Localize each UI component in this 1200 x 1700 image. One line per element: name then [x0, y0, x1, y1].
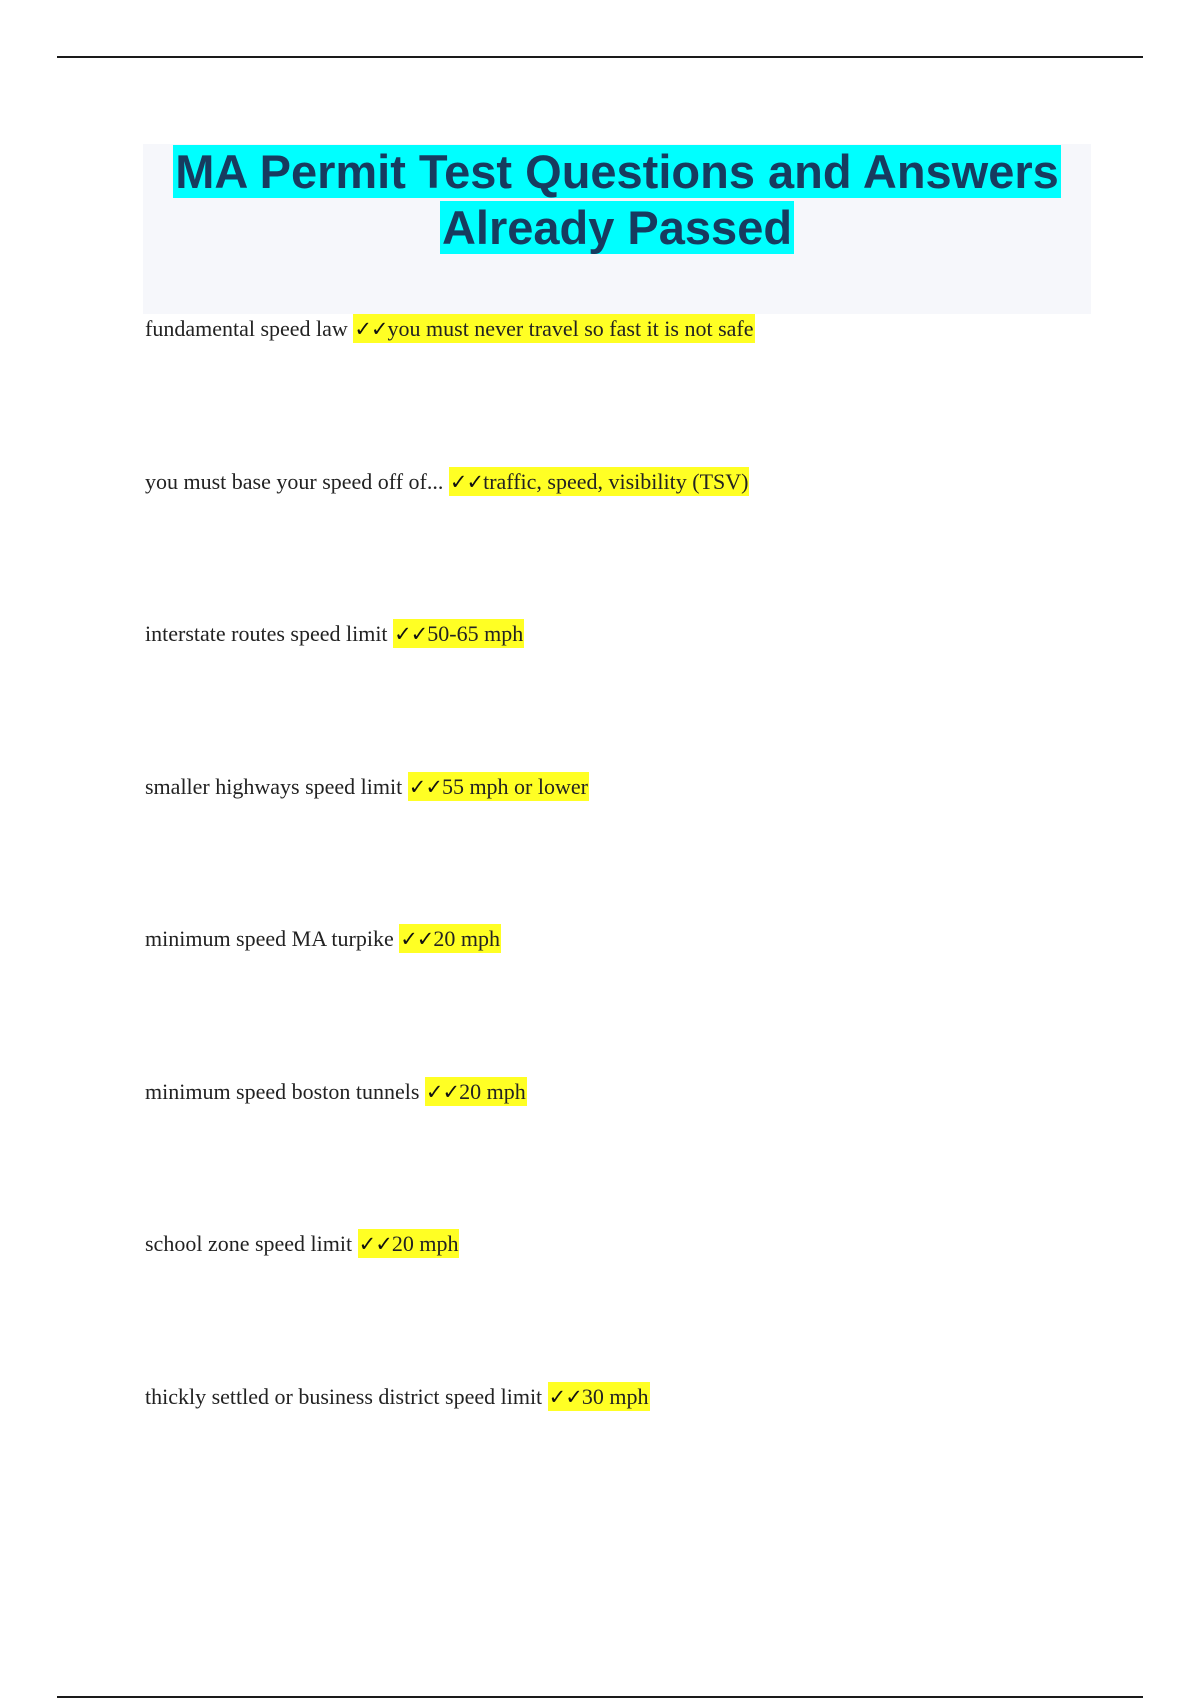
- double-check-icon: ✓✓: [408, 774, 442, 799]
- question-text: you must base your speed off of...: [145, 468, 444, 494]
- double-check-icon: ✓✓: [425, 1079, 460, 1104]
- qa-item: [145, 1073, 1145, 1226]
- answer-highlight: [449, 467, 750, 496]
- question-text: interstate routes speed limit: [145, 621, 388, 646]
- question-text: fundamental speed law: [145, 316, 348, 341]
- answer-text: 30 mph: [581, 1383, 649, 1409]
- title-line-1: MA Permit Test Questions and Answers: [175, 145, 1059, 198]
- answer-text: traffic, speed, visibility (TSV): [483, 468, 749, 494]
- qa-item: [145, 615, 1145, 768]
- qa-item: [145, 310, 1145, 463]
- double-check-icon: ✓✓: [449, 469, 484, 494]
- header-rule: [57, 56, 1143, 58]
- answer-highlight: [393, 619, 524, 648]
- answer-highlight: [548, 1382, 650, 1411]
- answer-text: 20 mph: [433, 926, 501, 951]
- question-text: school zone speed limit: [145, 1231, 353, 1256]
- qa-item: [145, 463, 1145, 616]
- footer-rule: [57, 1696, 1143, 1698]
- question-text: thickly settled or business district speed limit: [145, 1383, 543, 1409]
- document-title: [143, 144, 1091, 256]
- double-check-icon: ✓✓: [358, 1232, 392, 1256]
- double-check-icon: ✓✓: [400, 927, 434, 951]
- answer-text: 50-65 mph: [427, 621, 524, 646]
- double-check-icon: ✓✓: [394, 622, 428, 646]
- qa-item: [145, 920, 1145, 1073]
- question-text: minimum speed boston tunnels: [145, 1078, 420, 1104]
- answer-highlight: [353, 314, 754, 343]
- title-line-2: Already Passed: [441, 201, 793, 254]
- double-check-icon: ✓✓: [354, 317, 388, 341]
- answer-text: 20 mph: [459, 1078, 526, 1104]
- title-box: [143, 144, 1091, 314]
- double-check-icon: ✓✓: [548, 1384, 582, 1409]
- answer-text: 20 mph: [391, 1231, 459, 1256]
- qa-item: [145, 1225, 1145, 1378]
- qa-item: [145, 1378, 1145, 1531]
- question-answer-list: [145, 310, 1145, 1530]
- question-text: minimum speed MA turpike: [145, 926, 394, 951]
- answer-text: 55 mph or lower: [441, 773, 588, 799]
- answer-highlight: [425, 1077, 527, 1106]
- answer-highlight: [408, 772, 589, 801]
- answer-text: you must never travel so fast it is not safe: [387, 316, 754, 341]
- answer-highlight: [358, 1229, 460, 1258]
- qa-item: [145, 768, 1145, 921]
- question-text: smaller highways speed limit: [145, 773, 403, 799]
- answer-highlight: [399, 924, 501, 953]
